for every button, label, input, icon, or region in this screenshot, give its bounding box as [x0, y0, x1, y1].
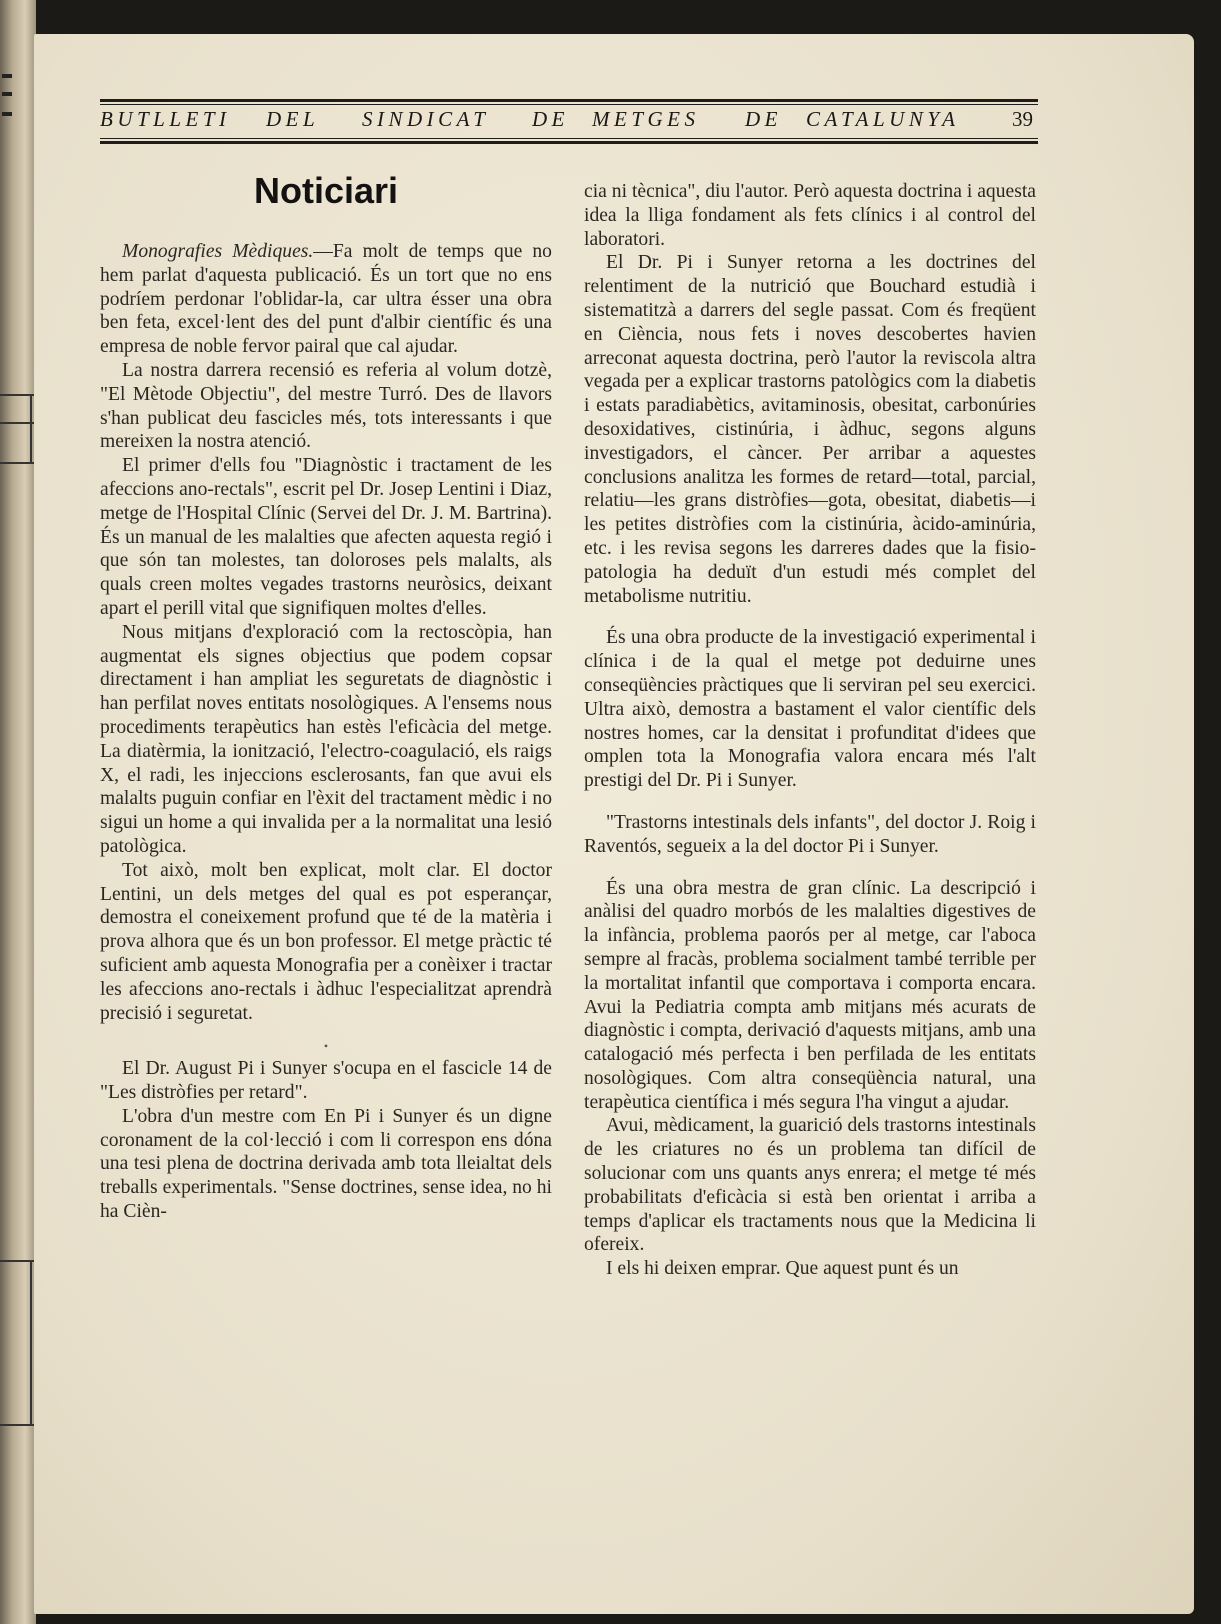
spine-line	[0, 462, 36, 464]
spine-mark	[2, 92, 12, 96]
header-word: CATALUNYA	[806, 107, 960, 131]
header-rule-top-thin	[100, 104, 1038, 105]
spine-mark	[2, 112, 12, 116]
paragraph: El Dr. Pi i Sunyer retorna a les doctrines del relentiment de la nutrició que Bouchard estudià i sistematitzà a darrers del segle passat. Com és freqüent en Ciència, nous fets i noves descobertes havien arreconat aquesta doctrina, però l'autor la reviscola altra vegada per a explicar trastorns patològics com la diabetis i estats paradiabètics, avitaminosis, obesitat, carbonúries desoxidatives, cistinúria, i àdhuc, segons alguns investigadors, el càncer. Per arribar a aquestes conclusions analitza les formes de retard—total, parcial, relatiu—les grans distròfies—gota, obesitat, diabetis—i les petites distròfies com la cistinúria, àcido-aminúria, etc. i les revisa segons les darreres dades que la fisio-patologia ha deduït d'un estudi més complet del metabolisme nutritiu.	[584, 252, 1036, 607]
spine-line	[30, 394, 32, 462]
paragraph: Avui, mèdicament, la guarició dels trastorns intestinals de les criatures no és un problema tan difícil de solucionar com uns quants anys enrera; el metge té més probabilitats d'eficàcia si està ben orientat i arriba a temps d'aplicar els tractaments nous que la Medicina li ofereix.	[584, 1115, 1036, 1256]
header-word: DE	[745, 107, 782, 131]
header-word: BUTLLETI	[100, 107, 231, 131]
paragraph: I els hi deixen emprar. Que aquest punt és un	[606, 1258, 959, 1280]
paragraph: Tot això, molt ben explicat, molt clar. El doctor Lentini, un dels metges del qual es pot esperançar, demostra el coneixement profund que té de la matèria i prova alhora que és un bon professor. El metge pràctic té suficient amb aquesta Monografia per a conèixer i tractar les afeccions ano-rectals i àdhuc l'especialitzat aprendrà precisió i seguretat.	[100, 859, 552, 1024]
left-column	[100, 240, 552, 1224]
paragraph: És una obra producte de la investigació experimental i clínica i de la qual el metge pot deduirne unes conseqüències pràctiques que li serviran pel seu exercici. Ultra això, demostra a bastament el valor científic dels nostres homes, car la densitat i profunditat d'idees que omplen tota la Monografia valora encara més l'alt prestigi del Dr. Pi i Sunyer.	[584, 627, 1036, 792]
page-number: 39	[1012, 107, 1033, 131]
right-column	[584, 180, 1036, 1281]
paragraph-lead: Monografies Mèdiques.	[122, 241, 314, 262]
header-rule-top	[100, 99, 1038, 102]
header-word: DEL	[266, 107, 320, 131]
paragraph: "Trastorns intestinals dels infants", del doctor J. Roig i Raventós, segueix a la del doctor Pi i Sunyer.	[584, 811, 1036, 857]
spine-mark	[2, 74, 12, 78]
book-spine	[0, 0, 36, 1624]
header-rule-bottom-thin	[100, 138, 1038, 139]
header-word: SINDICAT	[362, 107, 490, 131]
paragraph: Nous mitjans d'exploració com la rectoscòpia, han augmentat els signes objectius que podem copsar directament i han ampliat les seguretats de diagnòstic i han perfilat noves entitats nosològiques. A l'ensems nous procediments terapèutics han estès l'eficàcia del metge. La diatèrmia, la ionització, l'electro-coagulació, els raigs X, el radi, les injeccions esclerosants, fan que avui els malalts puguin confiar en l'èxit del tractament mèdic i no sigui un home a qui invalida per a la normalitat una lesió patològica.	[100, 621, 552, 857]
paragraph: El primer d'ells fou "Diagnòstic i tractament de les afeccions ano-rectals", escrit pel Dr. Josep Lentini i Diaz, metge de l'Hospital Clínic (Servei del Dr. J. M. Bartrina). És un manual de les malalties que afecten aquesta regió i que són tan molestes, tan doloroses pels malalts, als quals creen moltes vegades trastorns neuròsics, deixant apart el perill vital que signifiquen moltes d'elles.	[100, 455, 552, 619]
paragraph: El Dr. August Pi i Sunyer s'ocupa en el fascicle 14 de "Les distròfies per retard".	[100, 1058, 552, 1104]
paragraph: cia ni tècnica", diu l'autor. Però aquesta doctrina i aquesta idea la lliga fondament als fets clínics i al control del laboratori.	[584, 181, 1036, 250]
paragraph: És una obra mestra de gran clínic. La descripció i anàlisi del quadro morbós de les malalties digestives de la infància, problema paorós per al metge, car l'aboca sempre al fracàs, problema socialment també terrible per la mortalitat infantil que comportava i comporta encara. Avui la Pediatria compta amb mitjans més acurats de diagnòstic i compta, derivació d'aquests mitjans, amb una catalogació més perfecta i ben perfilada de les entitats nosològiques. Com altra conseqüència natural, una terapèutica científica i més segura l'ha vingut a ajudar.	[584, 877, 1036, 1113]
paragraph: L'obra d'un mestre com En Pi i Sunyer és un digne coronament de la col·lecció i com li correspon ens dóna una tesi plena de doctrina derivada amb tota lleialtat dels treballs experimentals. "Sense doctrines, sense idea, no hi ha Cièn-	[100, 1105, 552, 1223]
spine-line	[30, 1260, 32, 1424]
paragraph: La nostra darrera recensió es referia al volum dotzè, "El Mètode Objectiu", del mestre Turró. Des de llavors s'han publicat deu fascicles més, tots interessants i que mereixen la nostra atenció.	[100, 359, 552, 453]
running-header	[100, 107, 1038, 137]
header-word: METGES	[592, 107, 700, 131]
paragraph-text: —Fa molt de temps que no hem parlat d'aquesta publicació. És un tort que no ens podríem perdonar l'oblidar-la, car ultra ésser una obra ben feta, excel·lent des del punt d'albir científic és una empresa de noble fervor pairal que cal ajudar.	[100, 241, 552, 358]
spine-line	[0, 1424, 36, 1426]
header-word: DE	[532, 107, 569, 131]
section-title: Noticiari	[253, 170, 399, 211]
header-rule-bottom	[100, 141, 1038, 144]
section-separator: •	[323, 1039, 329, 1054]
paragraph	[100, 240, 552, 359]
